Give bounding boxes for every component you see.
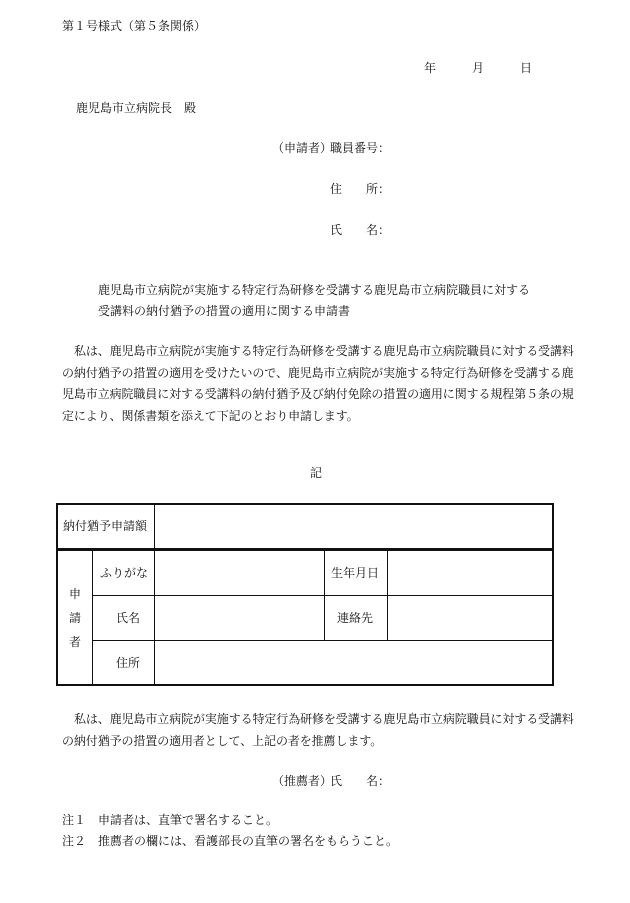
document-title (98, 280, 530, 322)
note-2 (62, 833, 398, 849)
address-label: 住所 (116, 656, 141, 670)
date-year-label: 年 (424, 61, 437, 75)
note-1-label: 注１ (62, 813, 87, 827)
furigana-field[interactable] (155, 551, 324, 595)
ki-heading: 記 (310, 466, 323, 480)
body-paragraph: 私は、鹿児島市立病院が実施する特定行為研修を受講する鹿児島市立病院職員に対する受講料の納付猶予の措置の適用を受けたいので、鹿児島市立病院が実施する特定行為研修を受講する鹿児島市立病院職員に対する受講料の納付猶予及び納付免除の措置の適用に関する規程第５条の規定により、関係書類を添えて下記のとおり申請します。 (62, 344, 574, 423)
form-number: 第１号様式（第５条関係） (62, 19, 207, 33)
applicant-vertical-char-3: 者 (68, 635, 81, 649)
recommender-name-label: 氏 名： (330, 774, 391, 788)
note-2-text: 推薦者の欄には、看護部長の直筆の署名をもらうこと。 (98, 834, 399, 848)
applicant-vertical-char-1: 申 (68, 587, 81, 601)
name-label: 氏名 (116, 611, 141, 625)
table-col-rule-vertical-label (92, 550, 93, 684)
applicant-vertical-label (67, 582, 83, 654)
application-form-table (56, 503, 554, 686)
contact-field[interactable] (388, 596, 551, 640)
amount-label: 納付猶予申請額 (63, 519, 148, 533)
amount-field[interactable] (155, 505, 551, 548)
date-month-label: 月 (472, 61, 485, 75)
staff-number-label: 職員番号： (330, 141, 391, 155)
recommend-paragraph: 私は、鹿児島市立病院が実施する特定行為研修を受講する鹿児島市立病院職員に対する受講料の納付猶予の措置の適用者として、上記の者を推薦します。 (62, 712, 574, 748)
document-title-line-1: 鹿児島市立病院が実施する特定行為研修を受講する鹿児島市立病院職員に対する (98, 283, 531, 297)
note-1 (62, 812, 278, 828)
date-line (420, 60, 540, 76)
recommender-prefix: （推薦者） (272, 774, 333, 788)
applicant-address-label: 住 所： (330, 182, 391, 196)
applicant-vertical-char-2: 請 (68, 611, 81, 625)
furigana-label: ふりがな (100, 566, 149, 580)
document-title-line-2: 受講料の納付猶予の措置の適用に関する申請書 (98, 304, 351, 318)
name-field[interactable] (155, 596, 324, 640)
birthdate-label: 生年月日 (331, 566, 380, 580)
date-day-label: 日 (520, 61, 533, 75)
birthdate-field[interactable] (388, 551, 551, 595)
note-1-text: 申請者は、直筆で署名すること。 (98, 813, 279, 827)
addressee: 鹿児島市立病院長 殿 (76, 101, 197, 115)
address-field[interactable] (155, 641, 551, 683)
applicant-prefix: （申請者） (272, 141, 333, 155)
table-col-rule-mid (324, 550, 325, 640)
note-2-label: 注２ (62, 834, 87, 848)
contact-label: 連絡先 (337, 611, 374, 625)
applicant-name-label: 氏 名： (330, 223, 391, 237)
